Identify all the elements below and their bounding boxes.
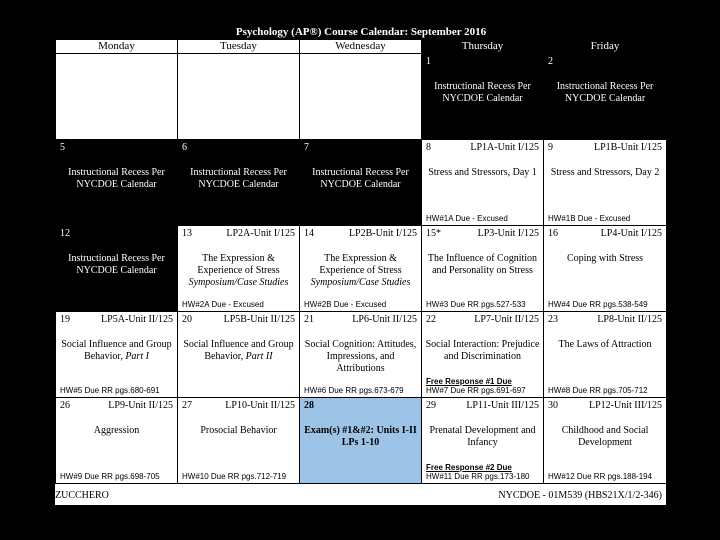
week-row: [56, 312, 667, 398]
day-cell: [56, 140, 178, 226]
lesson-plan-code: LP2A-Unit I/125: [226, 228, 295, 239]
lesson-topic: The Laws of Attraction: [558, 339, 652, 350]
day-cell: [300, 226, 422, 312]
lesson-topic: Prenatal Development and Infancy: [429, 425, 536, 448]
day-number: 7: [304, 142, 309, 153]
day-cell: [544, 54, 667, 140]
day-cell: [178, 54, 300, 140]
day-number: 20: [182, 314, 192, 325]
day-number: 14: [304, 228, 314, 239]
day-cell: [56, 398, 178, 484]
homework-note: HW#11 Due RR pgs.173-180: [426, 472, 530, 481]
week-row: [56, 54, 667, 140]
day-number: 15*: [426, 228, 441, 239]
day-number: 23: [548, 314, 558, 325]
homework-note: HW#5 Due RR pgs.680-691: [60, 386, 160, 395]
topic-subtitle: Symposium/Case Studies: [310, 277, 411, 288]
lesson-topic: [181, 339, 296, 363]
topic-subtitle: Symposium/Case Studies: [188, 277, 289, 288]
week-row: [56, 140, 667, 226]
free-response-note: Free Response #2 Due: [426, 463, 512, 472]
topic-part: Part I: [125, 351, 149, 362]
day-number: 19: [60, 314, 70, 325]
homework-note: HW#3 Due RR pgs.527-533: [426, 300, 526, 309]
lesson-topic: The Influence of Cognition and Personality on Stress: [427, 253, 538, 276]
homework-note: HW#12 Due RR pgs.188-194: [548, 472, 653, 481]
topic-text: Social Influence and Group Behavior,: [183, 339, 294, 362]
lesson-plan-code: LP4-Unit I/125: [600, 228, 663, 239]
lesson-topic: Instructional Recess Per NYCDOE Calendar: [68, 167, 165, 190]
homework-note: HW#8 Due RR pgs.705-712: [548, 386, 648, 395]
week-row: [56, 398, 667, 484]
day-number: 26: [60, 400, 70, 411]
homework-note: HW#7 Due RR pgs.691-697: [426, 386, 526, 395]
day-number: 21: [304, 314, 314, 325]
day-cell: [56, 54, 178, 140]
day-number: 6: [182, 142, 187, 153]
day-cell: [300, 54, 422, 140]
topic-part: Part II: [245, 351, 273, 362]
lesson-plan-code: LP3-Unit I/125: [477, 228, 539, 239]
lesson-topic: Aggression: [93, 425, 140, 436]
day-number: 27: [182, 400, 192, 411]
lesson-plan-code: LP8-Unit II/125: [597, 314, 663, 325]
footer-school-code: NYCDOE - 01M539 (HBS21X/1/2-346): [498, 490, 662, 501]
lesson-topic: Instructional Recess Per NYCDOE Calendar: [68, 253, 165, 276]
day-cell: [544, 398, 667, 484]
lesson-plan-code: LP1B-Unit I/125: [593, 142, 663, 153]
calendar-sheet: [55, 25, 666, 505]
day-cell: [544, 140, 667, 226]
weekday-header: Tuesday: [178, 40, 300, 54]
lesson-topic: Instructional Recess Per NYCDOE Calendar: [190, 167, 287, 190]
lesson-topic: Childhood and Social Development: [561, 425, 649, 448]
lesson-topic: Instructional Recess Per NYCDOE Calendar: [312, 167, 409, 190]
lesson-topic: [59, 339, 174, 363]
homework-note: HW#2B Due - Excused: [304, 300, 387, 309]
day-number: 28: [304, 400, 314, 411]
lesson-plan-code: LP5B-Unit II/125: [223, 314, 295, 325]
weekday-header: Thursday: [422, 40, 544, 54]
lesson-topic: Instructional Recess Per NYCDOE Calendar: [556, 81, 654, 104]
day-cell: [422, 54, 544, 140]
topic-text: The Expression & Experience of Stress: [319, 253, 402, 276]
day-number: 9: [548, 142, 553, 153]
exam-topic: Exam(s) #1&#2: Units I-II LPs 1-10: [304, 425, 417, 448]
lesson-topic: [181, 253, 296, 289]
day-number: 5: [60, 142, 65, 153]
day-cell: [56, 312, 178, 398]
weekday-header: Monday: [56, 40, 178, 54]
day-number: 22: [426, 314, 436, 325]
lesson-plan-code: LP1A-Unit I/125: [470, 142, 539, 153]
lesson-topic: Stress and Stressors, Day 1: [428, 167, 537, 178]
lesson-topic: Instructional Recess Per NYCDOE Calendar: [434, 81, 531, 104]
homework-note: HW#4 Due RR pgs.538-549: [548, 300, 648, 309]
lesson-topic: Social Cognition: Attitudes, Impressions, and Attributions: [304, 339, 417, 374]
day-cell: [422, 140, 544, 226]
day-cell: [422, 226, 544, 312]
homework-note: HW#9 Due RR pgs.698-705: [60, 472, 160, 481]
topic-text: The Expression & Experience of Stress: [197, 253, 280, 276]
lesson-plan-code: LP10-Unit II/125: [225, 400, 295, 411]
day-cell: [544, 312, 667, 398]
lesson-plan-code: LP6-Unit II/125: [352, 314, 417, 325]
day-cell: [422, 312, 544, 398]
day-number: 1: [426, 56, 431, 67]
lesson-plan-code: LP11-Unit III/125: [466, 400, 539, 411]
homework-note: HW#1A Due - Excused: [426, 214, 508, 223]
lesson-topic: Prosocial Behavior: [200, 425, 277, 436]
lesson-plan-code: LP12-Unit III/125: [589, 400, 663, 411]
week-row: [56, 226, 667, 312]
lesson-plan-code: LP5A-Unit II/125: [101, 314, 173, 325]
weekday-header: Wednesday: [300, 40, 422, 54]
day-cell: [178, 398, 300, 484]
day-cell-exam: [300, 398, 422, 484]
day-number: 12: [60, 228, 70, 239]
day-number: 13: [182, 228, 192, 239]
calendar-table: [55, 25, 667, 484]
lesson-topic: Coping with Stress: [566, 253, 644, 264]
lesson-plan-code: LP7-Unit II/125: [474, 314, 539, 325]
day-number: 29: [426, 400, 436, 411]
footer-teacher: ZUCCHERO: [55, 490, 109, 501]
lesson-topic: Stress and Stressors, Day 2: [550, 167, 660, 178]
day-cell: [178, 140, 300, 226]
homework-note: HW#10 Due RR pgs.712-719: [182, 472, 287, 481]
homework-note: HW#6 Due RR pgs.673-679: [304, 386, 404, 395]
lesson-topic: [303, 253, 418, 289]
day-cell: [300, 312, 422, 398]
lesson-plan-code: LP2B-Unit I/125: [348, 228, 417, 239]
homework-note: HW#1B Due - Excused: [548, 214, 631, 223]
day-number: 16: [548, 228, 558, 239]
day-number: 2: [548, 56, 553, 67]
day-cell: [178, 312, 300, 398]
day-cell: [56, 226, 178, 312]
day-cell: [544, 226, 667, 312]
day-cell: [300, 140, 422, 226]
lesson-topic: Social Interaction: Prejudice and Discrimination: [425, 339, 540, 362]
lesson-plan-code: LP9-Unit II/125: [108, 400, 173, 411]
day-number: 8: [426, 142, 431, 153]
weekday-header: Friday: [544, 40, 667, 54]
homework-note: HW#2A Due - Excused: [182, 300, 264, 309]
day-number: 30: [548, 400, 558, 411]
day-cell: [422, 398, 544, 484]
calendar-title: Psychology (AP®) Course Calendar: September 2016: [56, 26, 667, 40]
topic-text: Social Influence and Group Behavior,: [61, 339, 172, 362]
day-cell: [178, 226, 300, 312]
free-response-note: Free Response #1 Due: [426, 377, 512, 386]
